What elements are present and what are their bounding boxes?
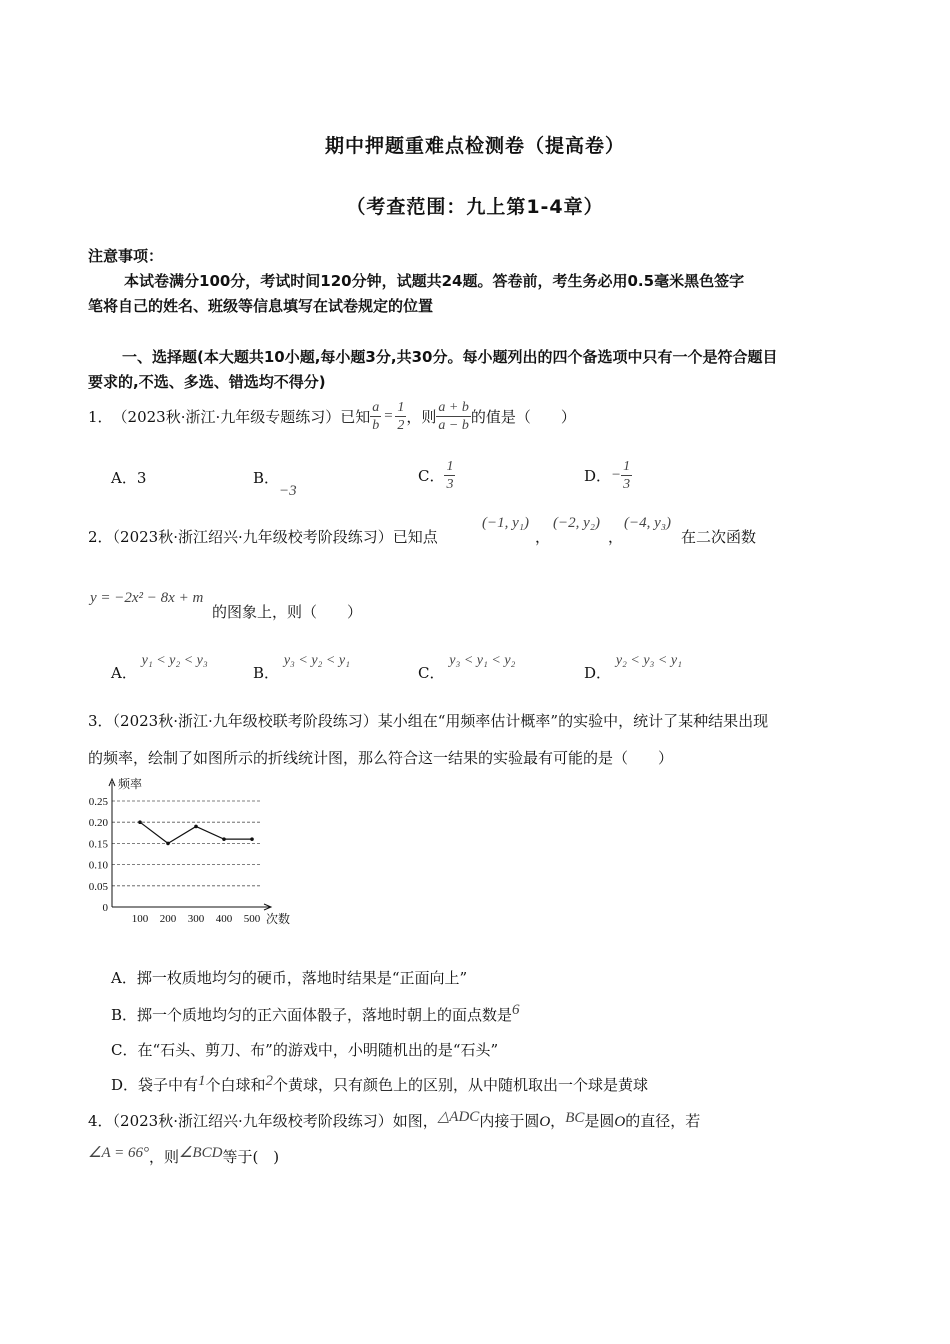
data-point — [250, 837, 254, 841]
chart-ticks — [89, 796, 261, 925]
y-tick-label: 0.05 — [88, 880, 108, 893]
x-axis-label: 次数 — [266, 912, 291, 926]
question-text-tail: 的值是（ ） — [470, 407, 576, 426]
question-1 — [88, 396, 576, 436]
y-tick-label: 0 — [102, 902, 108, 914]
frequency-line-chart — [80, 772, 310, 932]
x-tick-label: 200 — [159, 913, 177, 925]
page-title: 期中押题重难点检测卷（提高卷） — [324, 135, 625, 157]
question-3-line-2: 的频率，绘制了如图所示的折线统计图，那么符合这一结果的实验最有可能的是（ ） — [88, 749, 674, 767]
notice-heading: 注意事项： — [88, 247, 164, 265]
q3-option-c[interactable]: C．在“石头、剪刀、布”的游戏中，小明随机出的是“石头” — [111, 1041, 499, 1059]
equals-sign: = — [383, 407, 394, 424]
q3-option-b[interactable]: B．掷一个质地均匀的正六面体骰子，落地时朝上的面点数是6 — [111, 1002, 520, 1024]
q3-option-d[interactable]: D．袋子中有1个白球和2个黄球，只有颜色上的区别，从中随机取出一个球是黄球 — [111, 1073, 649, 1094]
y-axis-label: 频率 — [118, 777, 143, 791]
point-2: (−2, y₂) — [553, 515, 600, 531]
page-subtitle: （考查范围：九上第1-4章） — [346, 196, 604, 218]
q2-option-d[interactable]: D． y₂ < y₃ < y₁ — [584, 653, 682, 682]
data-point — [166, 842, 170, 846]
data-point — [138, 820, 142, 824]
chart-series — [138, 820, 254, 845]
y-tick-label: 0.20 — [88, 817, 108, 830]
separator: ， — [608, 528, 624, 546]
q1-option-d[interactable]: D． − $\frac{1}{3}$ — [584, 458, 631, 492]
q1-option-c[interactable]: C． $\frac{1}{3}$ — [418, 458, 454, 492]
point-1: (−1, y₁) — [482, 515, 529, 531]
x-tick-label: 400 — [215, 913, 233, 925]
x-tick-label: 300 — [187, 913, 205, 925]
q1-option-b[interactable]: B．−3 — [253, 469, 297, 499]
section-heading-line-2: 要求的,不选、多选、错选均不得分) — [88, 373, 326, 391]
question-3-line-1: 3．（2023秋·浙江·九年级校联考阶段练习）某小组在“用频率估计概率”的实验中，统计了某种结果出现 — [88, 712, 769, 730]
data-point — [222, 837, 226, 841]
notice-line-1: 本试卷满分100分，考试时间120分钟，试题共24题。答卷前，考生务必用0.5毫米黑色签字 — [124, 272, 745, 290]
quadratic-function: y = −2x² − 8x + m — [90, 590, 204, 606]
question-2-line-1: 2．（2023秋·浙江绍兴·九年级校考阶段练习）已知点 — [88, 528, 438, 546]
data-point — [194, 825, 198, 829]
question-number: 1． — [88, 407, 113, 426]
question-source: （2023秋·浙江·九年级专题练习）已知 — [112, 407, 371, 426]
q2-option-a[interactable]: A． y₁ < y₂ < y₃ — [111, 653, 208, 682]
q2-option-c[interactable]: C． y₃ < y₁ < y₂ — [418, 653, 516, 682]
q3-option-a[interactable]: A．掷一枚质地均匀的硬币，落地时结果是“正面向上” — [111, 969, 468, 987]
fraction-one-half: $\frac{1}{2}$ — [397, 399, 405, 433]
question-4-line-1: 4．（2023秋·浙江绍兴·九年级校考阶段练习）如图，△ADC内接于圆O，BC是圆O的直径，若 — [88, 1109, 701, 1130]
q2-option-b[interactable]: B． y₃ < y₂ < y₁ — [253, 653, 350, 682]
y-tick-label: 0.10 — [88, 859, 108, 872]
chart-grid — [112, 801, 260, 886]
fraction-sum-over-diff: $\frac{a + b}{a - b}$ — [438, 399, 469, 433]
y-tick-label: 0.15 — [88, 838, 108, 851]
separator: ， — [535, 528, 551, 546]
question-text-tail: 的图象上，则（ ） — [212, 603, 363, 621]
x-tick-label: 100 — [131, 913, 149, 925]
fraction-a-over-b: $\frac{a}{b}$ — [372, 399, 380, 433]
notice-line-2: 笔将自己的姓名、班级等信息填写在试卷规定的位置 — [88, 297, 434, 315]
question-text: 在二次函数 — [681, 528, 757, 546]
x-tick-label: 500 — [243, 913, 261, 925]
question-text: ，则 — [406, 407, 437, 426]
question-4-line-2: ∠A = 66°，则∠BCD等于( ) — [88, 1145, 280, 1166]
y-tick-label: 0.25 — [88, 796, 108, 808]
q1-option-a[interactable]: A．3 — [111, 469, 147, 487]
point-3: (−4, y₃) — [624, 515, 671, 531]
section-heading-line-1: 一、选择题(本大题共10小题,每小题3分,共30分。每小题列出的四个备选项中只有一个是符合题目 — [122, 348, 778, 366]
chart-axes — [109, 776, 290, 926]
